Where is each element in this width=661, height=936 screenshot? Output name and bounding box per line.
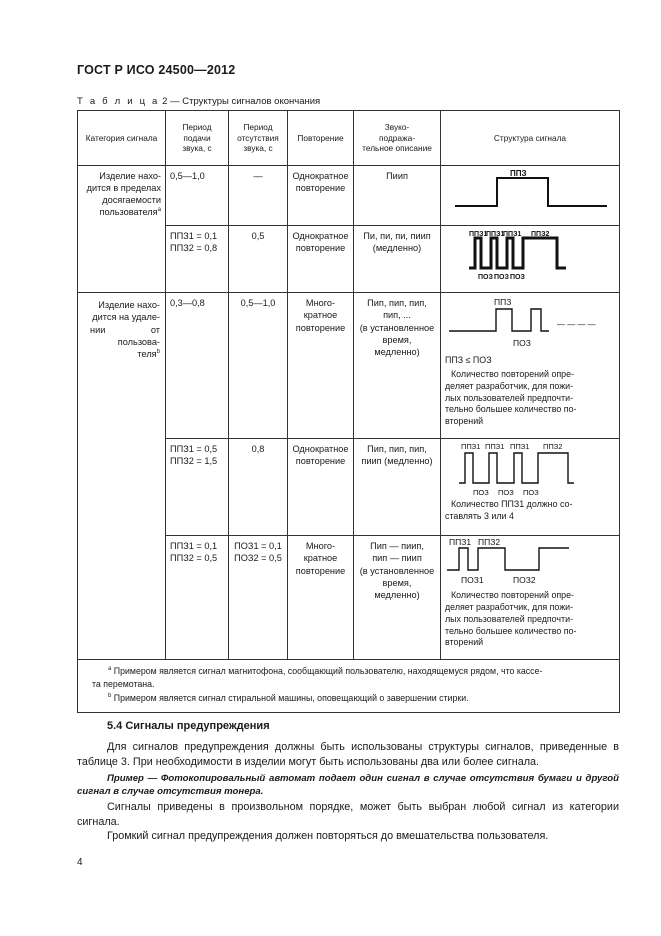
repeat-cell [288, 226, 354, 293]
repeat-line: повторение [295, 243, 346, 254]
header-off-period-line: звука, с [243, 143, 273, 154]
header-repeat: Повторение [288, 111, 354, 166]
sound-cell [354, 226, 441, 293]
repeat-cell [288, 293, 354, 439]
off-period-cell: 0,5 [229, 226, 288, 293]
waveform [449, 309, 549, 331]
label-off-period: ПОЗ [478, 274, 493, 282]
footnote-ref-b: b [156, 348, 160, 355]
table-row [78, 293, 620, 439]
repeat-line: кратное [303, 310, 338, 321]
table-header-row [78, 111, 620, 166]
label-on-period: ППЗ2 [531, 231, 550, 239]
footnote-mark-a: a [108, 666, 112, 673]
signal-structures-table [77, 110, 620, 713]
description-line: вторений [445, 637, 484, 648]
continuation-dashes: — — — — [557, 320, 596, 330]
table-caption-text: 2 — Структуры сигналов окончания [159, 96, 321, 107]
footnote-a [92, 665, 605, 678]
description-line: лых пользователей предпочти- [445, 613, 574, 624]
on-period-cell [166, 439, 229, 536]
label-off-period: ПОЗ [473, 488, 489, 498]
sound-line: Пи, пи, пи, пиип [363, 231, 431, 242]
footnote-b-text: Примером является сигнал стиральной машины, оповещающий о завершении стирки. [111, 692, 469, 703]
signal-diagram-three-short-one-long [441, 226, 620, 289]
category-line: Изделие нахо- [98, 300, 160, 311]
table-caption [77, 96, 320, 107]
on-period-line: ППЗ2 = 1,5 [170, 456, 218, 467]
category-line: Изделие нахо- [99, 171, 161, 181]
signal-description [441, 369, 619, 428]
label-on-period: ППЗ2 [478, 537, 501, 548]
description-line: Количество ППЗ1 должно со- [451, 499, 573, 510]
signal-description [441, 590, 619, 649]
sound-line: (в установленное [359, 322, 435, 333]
category-within-reach [78, 166, 166, 293]
header-structure: Структура сигнала [441, 111, 620, 166]
on-period-cell: 0,5—1,0 [166, 166, 229, 226]
repeat-cell [288, 536, 354, 660]
description-line: Количество повторений опре- [451, 369, 575, 380]
waveform [455, 178, 607, 206]
repeat-line: Однократное [292, 231, 349, 242]
category-line-text: пользователя [99, 207, 158, 218]
label-off-period: ПОЗ [513, 338, 531, 349]
label-on-period: ППЗ1 [461, 442, 481, 452]
footnote-mark-b: b [108, 692, 112, 699]
document-header: ГОСТ Р ИСО 24500—2012 [77, 63, 236, 77]
header-on-period-line: звука, с [182, 143, 212, 154]
signal-diagram-short-long-pair [441, 536, 620, 590]
sound-line: медленно) [374, 346, 420, 357]
repeat-line: Однократное [292, 444, 349, 455]
label-on-period: ППЗ1 [503, 231, 522, 239]
repeat-line: Однократное [292, 171, 349, 181]
label-on-period: ППЗ1 [486, 231, 505, 239]
on-period-cell [166, 536, 229, 660]
label-off-period: ПОЗ [498, 488, 514, 498]
description-line: тельно большее количество по- [445, 625, 577, 636]
on-period-cell [166, 226, 229, 293]
category-line [84, 206, 161, 218]
section-paragraph: Громкий сигнал предупреждения должен повторяться до вмешательства пользователя. [107, 830, 549, 842]
footnote-b [92, 692, 605, 705]
description-line: деляет разработчик, для пожи- [445, 602, 574, 613]
header-on-period [166, 111, 229, 166]
label-off-period: ПОЗ [510, 274, 525, 282]
on-period-line: ППЗ2 = 0,8 [170, 243, 218, 254]
sound-cell [354, 439, 441, 536]
description-line: деляет разработчик, для пожи- [445, 380, 574, 391]
label-off-period: ПОЗ2 [513, 575, 536, 586]
on-period-cell: 0,3—0,8 [166, 293, 229, 439]
label-on-period: ППЗ [510, 169, 527, 178]
page-number: 4 [77, 857, 83, 868]
sound-line: Пип — пиип, [370, 541, 424, 552]
signal-diagram-three-beeps-one-long [441, 439, 620, 499]
label-on-period: ППЗ2 [543, 442, 563, 452]
description-line: ставлять 3 или 4 [445, 511, 514, 522]
footnote-a-text: Примером является сигнал магнитофона, сообщающий пользователю, находящемуся рядом, что кассе- [111, 666, 543, 677]
label-on-period: ППЗ1 [510, 442, 530, 452]
label-on-period: ППЗ [494, 297, 512, 308]
sound-line: пиип (медленно) [361, 456, 433, 467]
sound-cell [354, 293, 441, 439]
sound-line: (медленно) [372, 243, 422, 254]
sound-line: Пип, пип, пип, [367, 444, 427, 455]
sound-cell [354, 536, 441, 660]
repeat-line: повторение [295, 456, 346, 467]
footnotes-row [78, 660, 620, 713]
repeat-line: повторение [295, 322, 346, 333]
header-off-period-line: Период [243, 121, 273, 132]
off-period-cell: — [229, 166, 288, 226]
sound-line: медленно) [374, 589, 420, 600]
label-off-period: ПОЗ [523, 488, 539, 498]
on-period-line: ППЗ1 = 0,1 [170, 541, 218, 552]
signal-formula: ППЗ ≤ ПОЗ [445, 355, 492, 366]
on-period-line: ППЗ1 = 0,5 [170, 444, 218, 455]
header-sound-line: Звуко- [384, 121, 410, 132]
label-off-period: ПОЗ1 [461, 575, 484, 586]
description-line: тельно большее количество по- [445, 404, 577, 415]
category-line: досягаемости [102, 195, 161, 206]
header-off-period [229, 111, 288, 166]
sound-line: Пип, пип, пип, [367, 298, 427, 309]
table-row [78, 166, 620, 226]
structure-cell [441, 536, 620, 660]
sound-line: (в установленное [359, 565, 435, 576]
description-line: лых пользователей предпочти- [445, 392, 574, 403]
waveform [469, 238, 566, 268]
header-sound [354, 111, 441, 166]
description-line: Количество повторений опре- [451, 590, 575, 601]
off-period-line: ПОЗ2 = 0,5 [234, 553, 282, 564]
category-remote [78, 293, 166, 660]
label-off-period: ПОЗ [494, 274, 509, 282]
header-sound-line: тельное описание [362, 143, 432, 154]
header-on-period-line: подачи [183, 132, 211, 143]
header-off-period-line: отсутствия [237, 132, 279, 143]
header-sound-line: подража- [379, 132, 415, 143]
off-period-cell [229, 536, 288, 660]
waveform [459, 453, 574, 483]
category-line-text: теля [137, 348, 157, 359]
label-on-period: ППЗ1 [485, 442, 505, 452]
structure-cell [441, 166, 620, 226]
footnote-ref-a: a [157, 207, 161, 214]
on-period-line: ППЗ2 = 0,5 [170, 553, 218, 564]
repeat-line: кратное [303, 553, 338, 564]
category-line: нии от пользова- [90, 324, 160, 347]
header-on-period-line: Период [182, 121, 212, 132]
structure-cell [441, 439, 620, 536]
structure-cell [441, 226, 620, 293]
repeat-line: повторение [295, 565, 346, 576]
category-line: дится на удале- [92, 312, 160, 323]
category-line [90, 348, 160, 360]
structure-cell [441, 293, 620, 439]
footnotes-cell [78, 660, 620, 713]
category-line: дится в пределах [86, 183, 161, 194]
description-line: вторений [445, 416, 484, 427]
repeat-line: повторение [295, 183, 346, 194]
sound-line: время, [382, 334, 412, 345]
label-on-period: ППЗ1 [469, 231, 488, 239]
sound-line: пип, ... [383, 310, 411, 321]
signal-diagram-repeating-beeps [441, 293, 620, 355]
table-caption-prefix: Т а б л и ц а [77, 96, 160, 107]
repeat-cell [288, 166, 354, 226]
on-period-line: ППЗ1 = 0,1 [170, 231, 218, 242]
section-paragraph: Для сигналов предупреждения должны быть использованы структуры сигналов, приведенные в таблице 3. При необходимости в изделии могут быть использованы два или более сигнала. [77, 741, 619, 768]
section-title: 5.4 Сигналы предупреждения [107, 720, 270, 732]
sound-cell: Пиип [354, 166, 441, 226]
footnote-a-continuation: та перемотана. [92, 679, 155, 690]
repeat-line: Много- [305, 541, 336, 552]
off-period-line: ПОЗ1 = 0,1 [234, 541, 282, 552]
section-paragraph: Сигналы приведены в произвольном порядке, может быть выбран любой сигнал из категории сигнала. [77, 801, 619, 828]
signal-diagram-single-beep [441, 166, 620, 222]
section-example: Пример — Фотокопировальный автомат подает один сигнал в случае отсутствия бумаги и другой сигнал в случае отсутствия тонера. [77, 773, 619, 798]
repeat-line: Много- [305, 298, 336, 309]
label-on-period: ППЗ1 [449, 537, 472, 548]
off-period-cell: 0,8 [229, 439, 288, 536]
header-category: Категория сигнала [78, 111, 166, 166]
sound-line: время, [382, 577, 412, 588]
sound-line: пип — пиип [372, 553, 422, 564]
off-period-cell: 0,5—1,0 [229, 293, 288, 439]
signal-description [441, 499, 619, 523]
repeat-cell [288, 439, 354, 536]
waveform [447, 548, 569, 570]
